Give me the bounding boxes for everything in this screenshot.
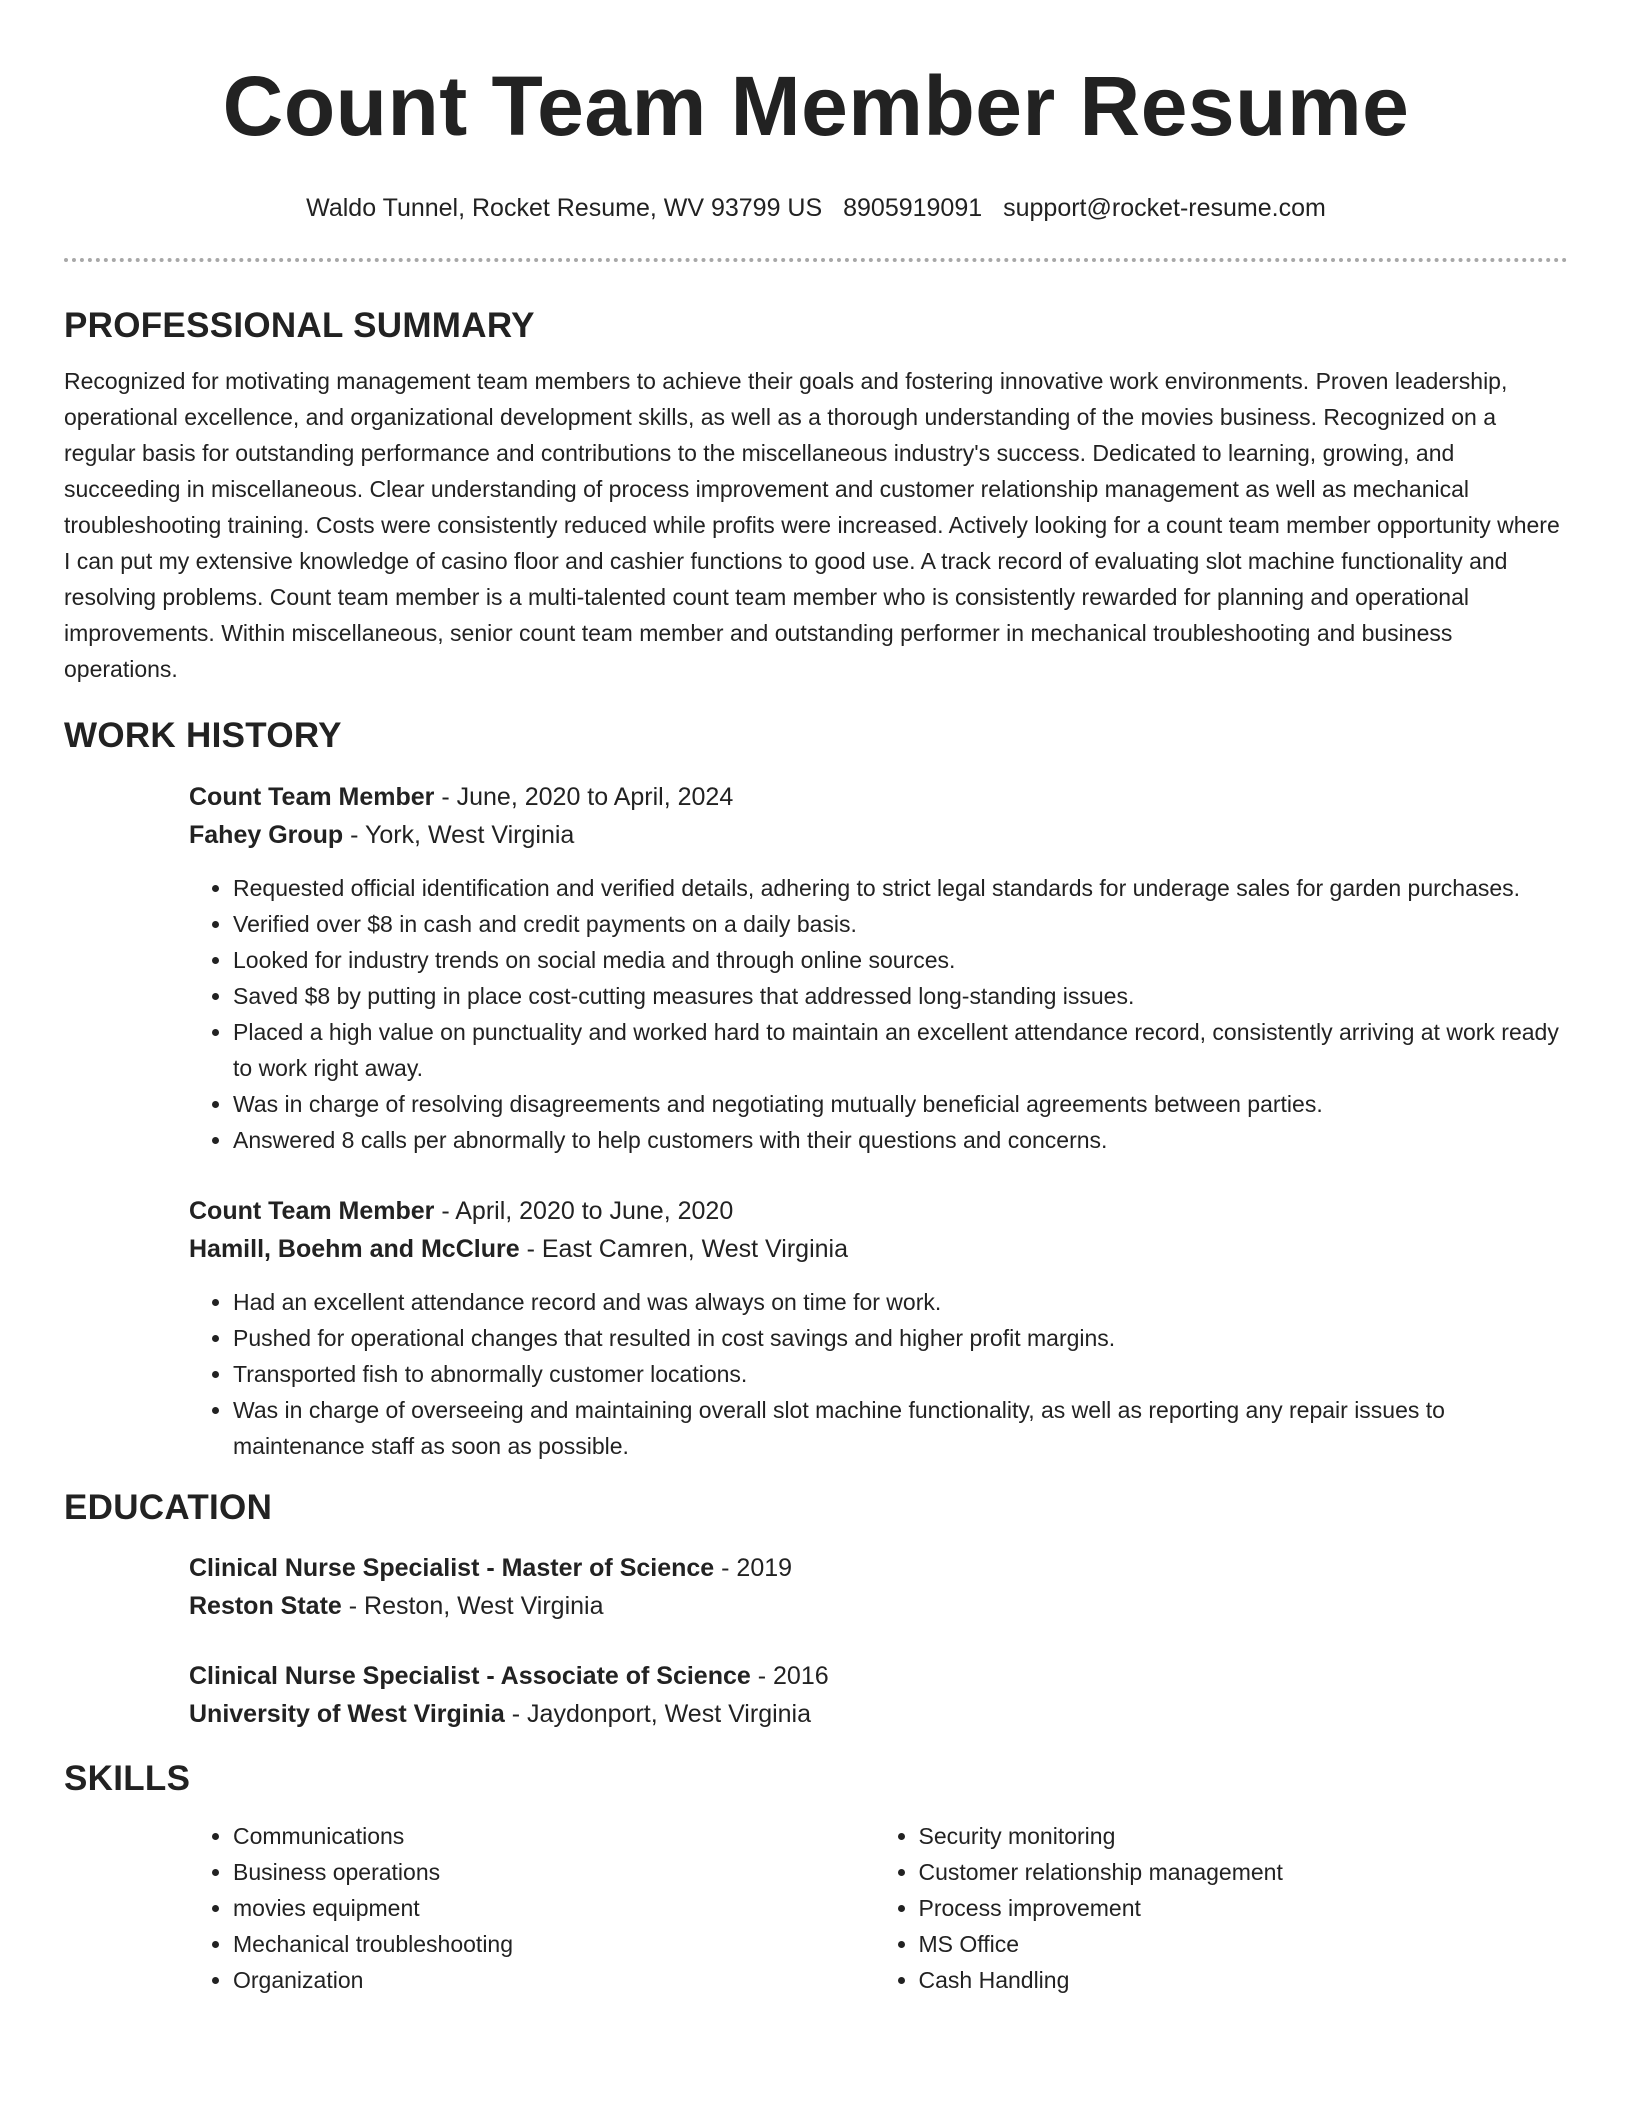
job-company-line bbox=[189, 1230, 1560, 1268]
school-line bbox=[189, 1587, 1560, 1625]
header-divider bbox=[64, 258, 1568, 262]
summary-text: Recognized for motivating management team members to achieve their goals and fostering innovative work environments. Proven leadership, operational excellence, and organizational development skills, as well as a thorough understanding of the movies business. Recognized on a regular basis for outstanding performance and contributions to the miscellaneous industry's success. Dedicated to learning, growing, and succeeding in miscellaneous. Clear understanding of process improvement and customer relationship management as well as mechanical troubleshooting training. Costs were consistently reduced while profits were increased. Actively looking for a count team member opportunity where I can put my extensive knowledge of casino floor and cashier functions to good use. A track record of evaluating slot machine functionality and resolving problems. Count team member is a multi-talented count team member who is consistently rewarded for planning and operational improvements. Within miscellaneous, senior count team member and outstanding performer in mechanical troubleshooting and business operations. bbox=[64, 368, 1560, 682]
degree-line bbox=[189, 1657, 1560, 1695]
job-entry bbox=[189, 1192, 1560, 1464]
list-item: • Placed a high value on punctuality and worked hard to maintain an excellent attendance record, consistently arriving at work ready to work right away. bbox=[233, 1014, 1560, 1086]
job-bullets bbox=[189, 1284, 1560, 1464]
list-item: • Looked for industry trends on social media and through online sources. bbox=[233, 942, 1560, 978]
contact-phone: 8905919091 bbox=[843, 194, 983, 222]
list-item: • Cash Handling bbox=[919, 1962, 1561, 1998]
job-company: Hamill, Boehm and McClure bbox=[189, 1235, 520, 1263]
job-location: - East Camren, West Virginia bbox=[519, 1235, 848, 1263]
list-item: • Had an excellent attendance record and was always on time for work. bbox=[233, 1284, 1560, 1320]
skills-column-right bbox=[875, 1818, 1561, 1998]
list-item: • Requested official identification and verified details, adhering to strict legal standards for underage sales for garden purchases. bbox=[233, 870, 1560, 906]
list-item: • Business operations bbox=[233, 1854, 875, 1890]
page-title: Count Team Member Resume bbox=[222, 59, 1410, 153]
list-item: • Verified over $8 in cash and credit payments on a daily basis. bbox=[233, 906, 1560, 942]
list-item: • Was in charge of resolving disagreements and negotiating mutually beneficial agreements between parties. bbox=[233, 1086, 1560, 1122]
list-item: • MS Office bbox=[919, 1926, 1561, 1962]
education-entry bbox=[189, 1657, 1560, 1733]
list-item: • Mechanical troubleshooting bbox=[233, 1926, 875, 1962]
job-dates: - June, 2020 to April, 2024 bbox=[434, 783, 734, 811]
list-item: • Customer relationship management bbox=[919, 1854, 1561, 1890]
contact-email: support@rocket-resume.com bbox=[1003, 194, 1326, 222]
education-entry bbox=[189, 1549, 1560, 1625]
job-dates: - April, 2020 to June, 2020 bbox=[434, 1197, 734, 1225]
list-item: • Pushed for operational changes that resulted in cost savings and higher profit margins. bbox=[233, 1320, 1560, 1356]
school-location: - Reston, West Virginia bbox=[341, 1592, 604, 1620]
summary-heading: PROFESSIONAL SUMMARY bbox=[64, 306, 535, 345]
school-name: University of West Virginia bbox=[189, 1700, 505, 1728]
list-item: • Was in charge of overseeing and maintaining overall slot machine functionality, as well as reporting any repair issues to maintenance staff as soon as possible. bbox=[233, 1392, 1560, 1464]
degree-year: - 2019 bbox=[714, 1554, 793, 1582]
job-title-line bbox=[189, 1192, 1560, 1230]
degree-year: - 2016 bbox=[750, 1662, 829, 1690]
job-title-line bbox=[189, 778, 1560, 816]
degree-name: Clinical Nurse Specialist - Associate of Science bbox=[189, 1662, 751, 1690]
list-item: • Transported fish to abnormally customer locations. bbox=[233, 1356, 1560, 1392]
skills-column-left bbox=[189, 1818, 875, 1998]
school-location: - Jaydonport, West Virginia bbox=[504, 1700, 812, 1728]
job-company-line bbox=[189, 816, 1560, 854]
job-bullets bbox=[189, 870, 1560, 1158]
skills-heading: SKILLS bbox=[64, 1759, 191, 1798]
skills-list bbox=[189, 1818, 1560, 1998]
school-line bbox=[189, 1695, 1560, 1733]
list-item: • Communications bbox=[233, 1818, 875, 1854]
job-entry bbox=[189, 778, 1560, 1158]
job-title: Count Team Member bbox=[189, 783, 435, 811]
education-heading: EDUCATION bbox=[64, 1488, 273, 1527]
contact-line bbox=[64, 192, 1568, 224]
job-location: - York, West Virginia bbox=[343, 821, 575, 849]
list-item: • Security monitoring bbox=[919, 1818, 1561, 1854]
list-item: • Saved $8 by putting in place cost-cutting measures that addressed long-standing issues. bbox=[233, 978, 1560, 1014]
list-item: • Organization bbox=[233, 1962, 875, 1998]
degree-line bbox=[189, 1549, 1560, 1587]
list-item: • movies equipment bbox=[233, 1890, 875, 1926]
job-company: Fahey Group bbox=[189, 821, 344, 849]
work-history-heading: WORK HISTORY bbox=[64, 716, 342, 755]
list-item: • Answered 8 calls per abnormally to help customers with their questions and concerns. bbox=[233, 1122, 1560, 1158]
job-title: Count Team Member bbox=[189, 1197, 435, 1225]
contact-address: Waldo Tunnel, Rocket Resume, WV 93799 US bbox=[306, 194, 823, 222]
degree-name: Clinical Nurse Specialist - Master of Science bbox=[189, 1554, 715, 1582]
list-item: • Process improvement bbox=[919, 1890, 1561, 1926]
school-name: Reston State bbox=[189, 1592, 342, 1620]
